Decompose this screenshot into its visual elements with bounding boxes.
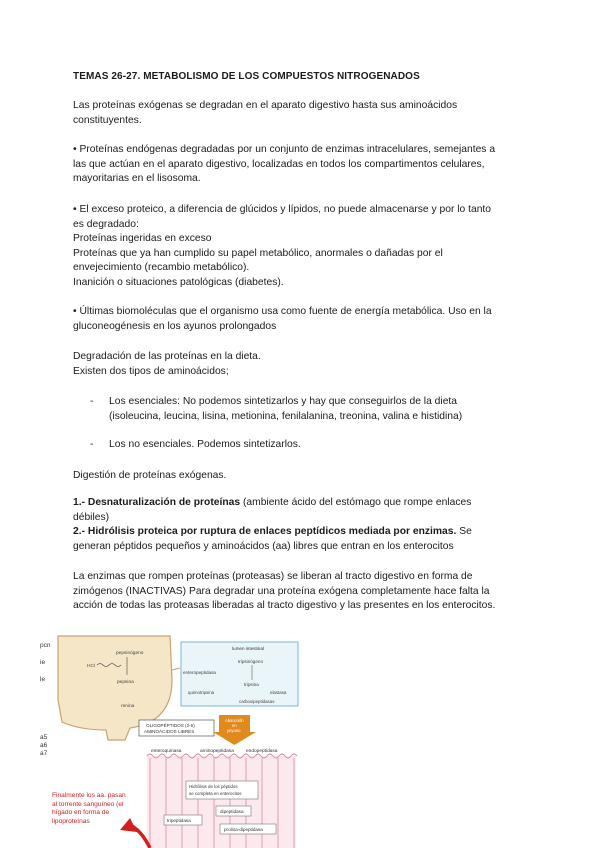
text-line: Existen dos tipos de aminoácidos; — [73, 365, 229, 377]
text-line: lipoproteínas — [52, 817, 90, 825]
text-line: Finalmente los aa. pasan — [52, 792, 126, 799]
text-line: zimógenos (INACTIVAS) Para degradar una proteína exógena completamente hace falta la — [73, 585, 490, 597]
text-line: acción de todas las proteasas liberadas al tracto digestivo y las presentes en los enterocitos. — [73, 600, 496, 612]
edge-label: a7 — [40, 750, 48, 757]
text-line: envejecimiento (recambio metabólico). — [73, 262, 250, 274]
text-line: (isoleucina, leucina, lisina, metionina, fenilalanina, treonina, valina e histidina) — [109, 410, 463, 422]
carboxypeptidase-label: carboxipeptidasas — [239, 699, 275, 704]
dipeptidase-label: dipeptidasa — [220, 809, 244, 814]
step-2-text-cont: generan péptidos pequeños y aminoácidos (aa) libres que entran en los enterocitos — [73, 540, 454, 552]
text-line: Los esenciales: No podemos sintetizarlos y hay que conseguirlos de la dieta — [109, 396, 458, 407]
absorption-label: Absorción — [225, 718, 244, 723]
enteropeptidase-label: enteropeptidasa — [183, 670, 216, 675]
oligopeptides-label: OLIGOPÉPTIDOS (2-6) — [146, 723, 195, 728]
chymotrypsin-label: quimotripsina — [188, 690, 215, 695]
edge-label: a5 — [40, 734, 48, 741]
text-line: al torrente sanguíneo (el — [52, 800, 124, 808]
text-line: Inanición o situaciones patológicas (diabetes). — [73, 276, 284, 288]
text-line: Proteínas ingeridas en exceso — [73, 233, 212, 245]
text-line: Las proteínas exógenas se degradan en el aparato digestivo hasta sus aminoácidos — [73, 100, 458, 111]
edge-label: pcn — [40, 642, 51, 649]
text-line: Degradación de las proteínas en la dieta. — [73, 351, 261, 362]
hcl-label: HCl — [87, 664, 95, 669]
dash-marker: - — [90, 396, 94, 407]
hydrolysis-label: Hidrólisis de los péptidos — [189, 784, 238, 789]
step-1-text-cont: débiles) — [73, 511, 110, 523]
dash-marker: - — [90, 439, 94, 450]
text-line: Proteínas que ya han cumplido su papel metabólico, anormales o dañadas por el — [73, 247, 443, 259]
proline-dipeptidase-label: prolina-dipeptidasa — [224, 827, 263, 832]
step-1-text: (ambiente ácido del estómago que rompe enlaces — [240, 497, 472, 508]
step-2-text: Se — [456, 526, 472, 538]
endopeptidase-label: endopeptidasa — [246, 749, 278, 754]
text-line: • Proteínas endógenas degradadas por un conjunto de enzimas intracelulares, semejantes a — [73, 144, 496, 155]
text-line: las que actúan en el aparato digestivo, localizadas en todos los compartimentos celulares, — [73, 158, 485, 170]
edge-label: ie — [40, 659, 46, 666]
elastase-label: elastasa — [270, 690, 287, 695]
pepsinogen-label: pepsinógeno — [116, 651, 144, 656]
step-1-title: 1.- Desnaturalización de proteínas — [73, 497, 241, 508]
text-line: • El exceso proteico, a diferencia de glúcidos y lípidos, no puede almacenarse y por lo tanto — [73, 204, 492, 215]
aminopeptidase-label: aminopeptidasa — [200, 749, 234, 754]
renin-label: renina — [121, 704, 135, 709]
absorption-label: en — [232, 723, 237, 728]
free-aa-label: AMINOÁCIDOS LIBRES — [144, 729, 195, 734]
text-line: La enzimas que rompen proteínas (proteasas) se liberan al tracto digestivo en forma de — [73, 571, 473, 582]
text-line: es degradado: — [73, 218, 139, 230]
text-line: mayoritarias en el lisosoma. — [73, 173, 201, 185]
step-2-title: 2.- Hidrólisis proteica por ruptura de enlaces peptídicos mediada por enzimas. — [73, 526, 457, 538]
trypsinogen-label: tripsinógeno — [238, 659, 264, 664]
text-line: gluconeogénesis en los ayunos prolongados — [73, 320, 277, 332]
text-line: hígado en forma de — [52, 809, 110, 817]
pepsin-label: pepsina — [117, 680, 134, 685]
lumen-title: lumen intestinal — [232, 646, 264, 651]
text-line: • Últimas biomoléculas que el organismo usa como fuente de energía metabólica. Uso en la — [73, 306, 492, 317]
text-line: Los no esenciales. Podemos sintetizarlos. — [109, 439, 301, 450]
page-title: TEMAS 26-27. METABOLISMO DE LOS COMPUESTOS NITROGENADOS — [73, 71, 420, 82]
text-line: constituyentes. — [73, 114, 142, 126]
hydrolysis-label: se completa en enterocitos — [189, 791, 242, 796]
edge-label: le — [40, 676, 46, 683]
digestion-heading: Digestión de proteínas exógenas. — [73, 470, 227, 481]
enterokinase-label: enteroquinasa — [151, 749, 182, 754]
trypsin-label: tripsina — [244, 682, 259, 687]
tripeptidase-label: tripeptidasa — [167, 818, 191, 823]
stomach-connector — [172, 668, 180, 670]
absorption-label: yeyuno — [227, 728, 241, 733]
edge-label: a6 — [40, 742, 48, 749]
red-annotation — [52, 792, 134, 826]
